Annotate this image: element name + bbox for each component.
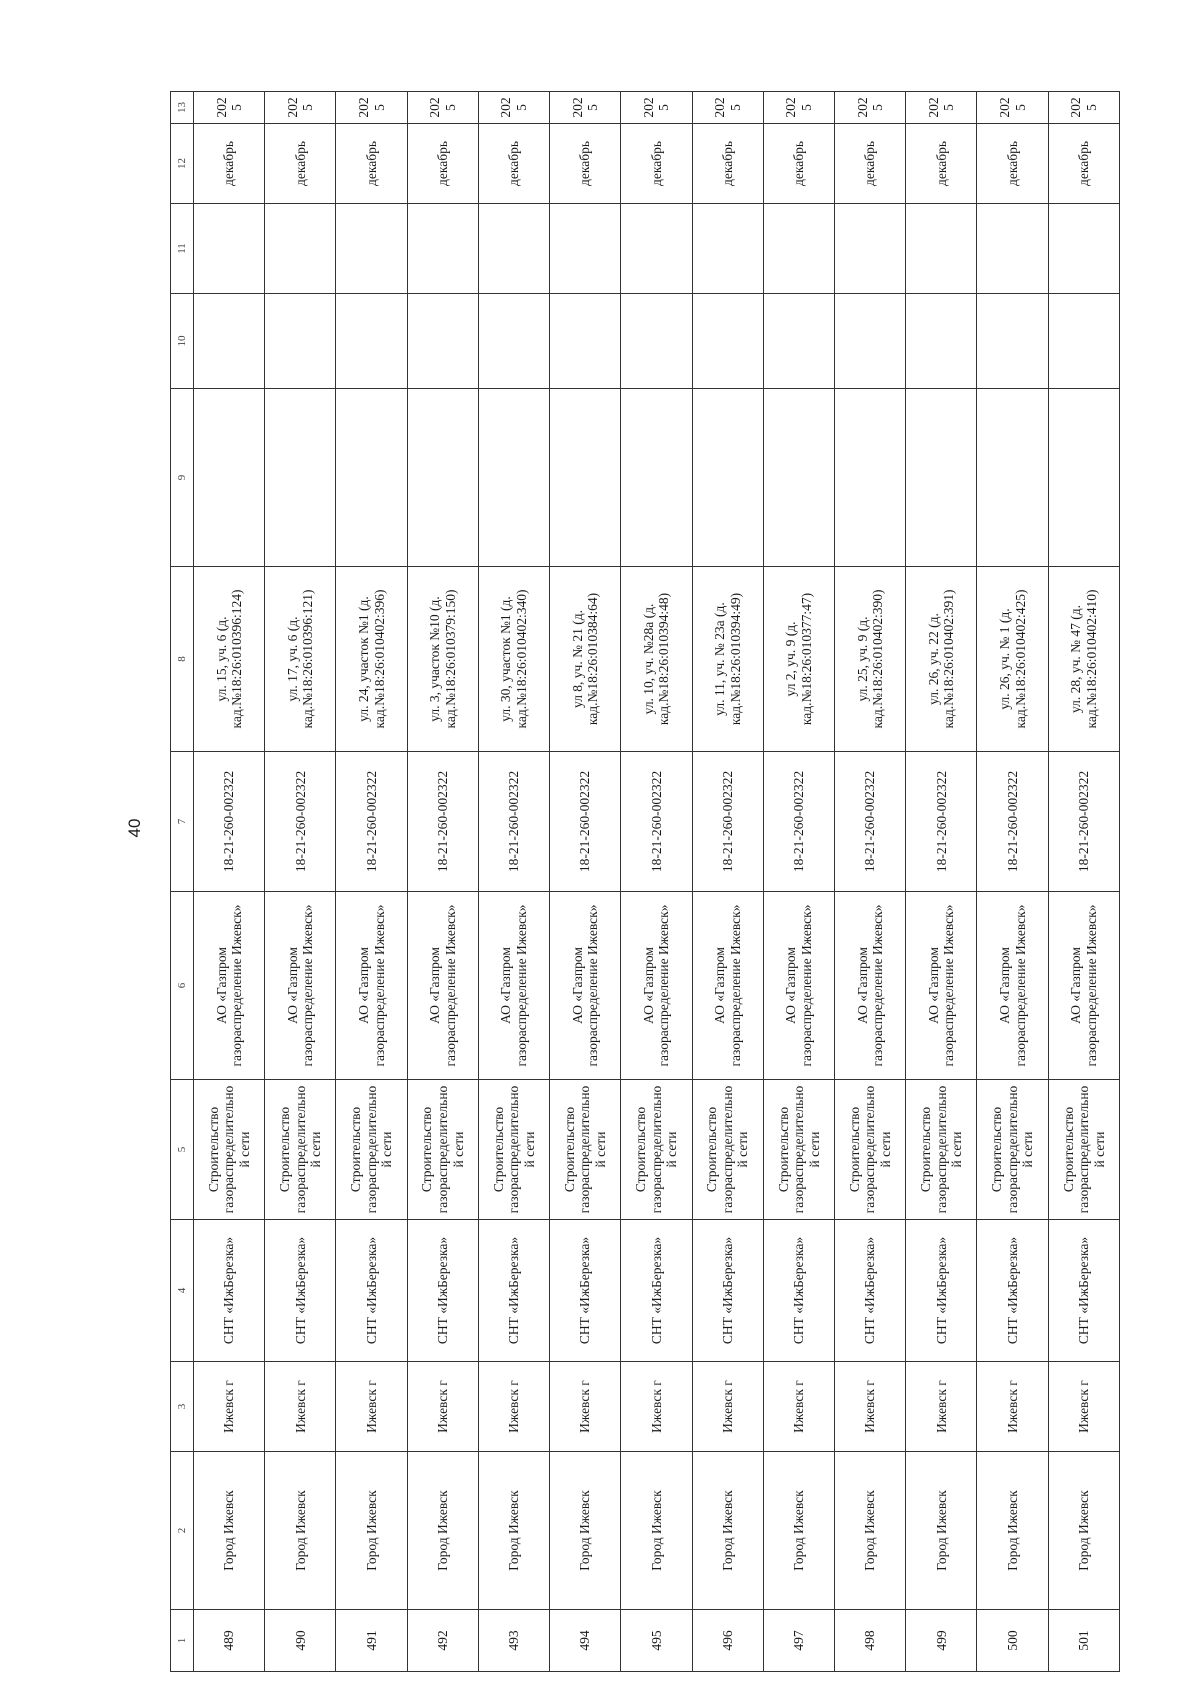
address-cell: ул. 10, уч. №28а (д. кад.№18:26:010394:48) [621,567,692,752]
municipality-cell: Город Ижевск [407,1452,478,1610]
municipality-cell: Город Ижевск [194,1452,265,1610]
month-cell: декабрь [763,124,834,204]
registration-number-cell: 18-21-260-002322 [1048,752,1119,892]
year-cell: 2025 [621,92,692,124]
municipality-cell: Город Ижевск [763,1452,834,1610]
empty-cell [692,294,763,389]
page-number: 40 [125,818,144,838]
empty-cell [478,389,549,567]
object-name-cell: СНТ «ИжБерезка» [336,1220,407,1362]
organization-cell: АО «Газпром газораспределение Ижевск» [621,892,692,1080]
object-name-cell: СНТ «ИжБерезка» [194,1220,265,1362]
column-number: 8 [171,567,194,752]
registration-number-cell: 18-21-260-002322 [336,752,407,892]
month-cell: декабрь [550,124,621,204]
empty-cell [336,389,407,567]
table-row [906,92,977,1672]
empty-cell [1048,294,1119,389]
table-row [265,92,336,1672]
month-cell: декабрь [478,124,549,204]
month-cell: декабрь [1048,124,1119,204]
work-type-cell: Строительство газораспределительной сети [194,1080,265,1220]
column-number: 12 [171,124,194,204]
empty-cell [692,204,763,294]
empty-cell [550,389,621,567]
empty-cell [763,389,834,567]
table-row [478,92,549,1672]
table-row [977,92,1048,1672]
work-type-cell: Строительство газораспределительной сети [478,1080,549,1220]
address-cell: ул. 25, уч. 9 (д. кад.№18:26:010402:390) [834,567,905,752]
year-cell: 2025 [478,92,549,124]
organization-cell: АО «Газпром газораспределение Ижевск» [834,892,905,1080]
column-number-row [171,92,194,1672]
empty-cell [763,204,834,294]
column-number: 4 [171,1220,194,1362]
locality-cell: Ижевск г [834,1362,905,1452]
row-number-cell: 490 [265,1610,336,1672]
empty-cell [621,294,692,389]
address-cell: ул 2, уч. 9 (д. кад.№18:26:010377:47) [763,567,834,752]
year-cell: 2025 [407,92,478,124]
row-number-cell: 498 [834,1610,905,1672]
year-cell: 2025 [265,92,336,124]
empty-cell [906,204,977,294]
table-row [407,92,478,1672]
empty-cell [834,204,905,294]
municipality-cell: Город Ижевск [692,1452,763,1610]
work-type-cell: Строительство газораспределительной сети [906,1080,977,1220]
work-type-cell: Строительство газораспределительной сети [265,1080,336,1220]
empty-cell [834,389,905,567]
row-number-cell: 489 [194,1610,265,1672]
empty-cell [336,294,407,389]
month-cell: декабрь [265,124,336,204]
row-number-cell: 499 [906,1610,977,1672]
empty-cell [478,294,549,389]
registration-number-cell: 18-21-260-002322 [906,752,977,892]
empty-cell [763,294,834,389]
municipality-cell: Город Ижевск [478,1452,549,1610]
month-cell: декабрь [336,124,407,204]
month-cell: декабрь [194,124,265,204]
empty-cell [407,294,478,389]
locality-cell: Ижевск г [550,1362,621,1452]
year-cell: 2025 [692,92,763,124]
registration-number-cell: 18-21-260-002322 [692,752,763,892]
work-type-cell: Строительство газораспределительной сети [763,1080,834,1220]
address-cell: ул. 11, уч. № 23а (д. кад.№18:26:010394:49) [692,567,763,752]
empty-cell [906,389,977,567]
empty-cell [336,204,407,294]
column-number: 5 [171,1080,194,1220]
empty-cell [621,204,692,294]
object-name-cell: СНТ «ИжБерезка» [834,1220,905,1362]
month-cell: декабрь [407,124,478,204]
organization-cell: АО «Газпром газораспределение Ижевск» [1048,892,1119,1080]
month-cell: декабрь [834,124,905,204]
registration-number-cell: 18-21-260-002322 [834,752,905,892]
organization-cell: АО «Газпром газораспределение Ижевск» [478,892,549,1080]
row-number-cell: 492 [407,1610,478,1672]
table-row [763,92,834,1672]
empty-cell [194,204,265,294]
address-cell: ул. 15, уч. 6 (д. кад.№18:26:010396:124) [194,567,265,752]
object-name-cell: СНТ «ИжБерезка» [906,1220,977,1362]
registration-number-cell: 18-21-260-002322 [407,752,478,892]
municipality-cell: Город Ижевск [906,1452,977,1610]
address-cell: ул. 28, уч. № 47 (д. кад.№18:26:010402:410) [1048,567,1119,752]
organization-cell: АО «Газпром газораспределение Ижевск» [407,892,478,1080]
empty-cell [194,389,265,567]
column-number: 9 [171,389,194,567]
address-cell: ул. 26, уч. № 1 (д. кад.№18:26:010402:425) [977,567,1048,752]
object-name-cell: СНТ «ИжБерезка» [621,1220,692,1362]
municipality-cell: Город Ижевск [977,1452,1048,1610]
table-row [336,92,407,1672]
column-number: 11 [171,204,194,294]
empty-cell [407,204,478,294]
year-cell: 2025 [977,92,1048,124]
work-type-cell: Строительство газораспределительной сети [407,1080,478,1220]
row-number-cell: 494 [550,1610,621,1672]
work-type-cell: Строительство газораспределительной сети [692,1080,763,1220]
row-number-cell: 493 [478,1610,549,1672]
municipality-cell: Город Ижевск [1048,1452,1119,1610]
object-name-cell: СНТ «ИжБерезка» [265,1220,336,1362]
column-number: 10 [171,294,194,389]
organization-cell: АО «Газпром газораспределение Ижевск» [977,892,1048,1080]
organization-cell: АО «Газпром газораспределение Ижевск» [906,892,977,1080]
locality-cell: Ижевск г [407,1362,478,1452]
registration-number-cell: 18-21-260-002322 [194,752,265,892]
empty-cell [265,294,336,389]
year-cell: 2025 [1048,92,1119,124]
work-type-cell: Строительство газораспределительной сети [336,1080,407,1220]
month-cell: декабрь [906,124,977,204]
table-row [621,92,692,1672]
address-cell: ул. 26, уч. 22 (д. кад.№18:26:010402:391) [906,567,977,752]
object-name-cell: СНТ «ИжБерезка» [692,1220,763,1362]
empty-cell [478,204,549,294]
municipality-cell: Город Ижевск [550,1452,621,1610]
locality-cell: Ижевск г [621,1362,692,1452]
table-row [1048,92,1119,1672]
work-type-cell: Строительство газораспределительной сети [621,1080,692,1220]
registration-number-cell: 18-21-260-002322 [621,752,692,892]
empty-cell [977,204,1048,294]
empty-cell [194,294,265,389]
locality-cell: Ижевск г [265,1362,336,1452]
row-number-cell: 496 [692,1610,763,1672]
empty-cell [550,294,621,389]
year-cell: 2025 [550,92,621,124]
object-name-cell: СНТ «ИжБерезка» [1048,1220,1119,1362]
object-name-cell: СНТ «ИжБерезка» [763,1220,834,1362]
address-cell: ул. 30, участок №1 (д. кад.№18:26:010402:340) [478,567,549,752]
empty-cell [977,294,1048,389]
empty-cell [834,294,905,389]
registration-number-cell: 18-21-260-002322 [763,752,834,892]
row-number-cell: 501 [1048,1610,1119,1672]
empty-cell [550,204,621,294]
work-type-cell: Строительство газораспределительной сети [977,1080,1048,1220]
month-cell: декабрь [621,124,692,204]
object-name-cell: СНТ «ИжБерезка» [977,1220,1048,1362]
registration-number-cell: 18-21-260-002322 [550,752,621,892]
object-name-cell: СНТ «ИжБерезка» [407,1220,478,1362]
empty-cell [621,389,692,567]
registration-number-cell: 18-21-260-002322 [478,752,549,892]
locality-cell: Ижевск г [763,1362,834,1452]
empty-cell [906,294,977,389]
table-row [692,92,763,1672]
row-number-cell: 491 [336,1610,407,1672]
organization-cell: АО «Газпром газораспределение Ижевск» [763,892,834,1080]
municipality-cell: Город Ижевск [336,1452,407,1610]
rotated-table-container [170,92,1120,1672]
address-cell: ул. 17, уч. 6 (д. кад.№18:26:010396:121) [265,567,336,752]
gasification-table [170,91,1120,1672]
year-cell: 2025 [834,92,905,124]
organization-cell: АО «Газпром газораспределение Ижевск» [194,892,265,1080]
month-cell: декабрь [692,124,763,204]
empty-cell [977,389,1048,567]
municipality-cell: Город Ижевск [621,1452,692,1610]
locality-cell: Ижевск г [194,1362,265,1452]
empty-cell [265,204,336,294]
municipality-cell: Город Ижевск [834,1452,905,1610]
table-row [550,92,621,1672]
year-cell: 2025 [906,92,977,124]
year-cell: 2025 [194,92,265,124]
organization-cell: АО «Газпром газораспределение Ижевск» [550,892,621,1080]
locality-cell: Ижевск г [478,1362,549,1452]
month-cell: декабрь [977,124,1048,204]
address-cell: ул. 24, участок №1 (д. кад.№18:26:010402:396) [336,567,407,752]
address-cell: ул 8, уч. № 21 (д. кад.№18:26:010384:64) [550,567,621,752]
organization-cell: АО «Газпром газораспределение Ижевск» [692,892,763,1080]
empty-cell [265,389,336,567]
column-number: 1 [171,1610,194,1672]
locality-cell: Ижевск г [336,1362,407,1452]
object-name-cell: СНТ «ИжБерезка» [478,1220,549,1362]
row-number-cell: 497 [763,1610,834,1672]
year-cell: 2025 [763,92,834,124]
table-row [834,92,905,1672]
organization-cell: АО «Газпром газораспределение Ижевск» [336,892,407,1080]
work-type-cell: Строительство газораспределительной сети [550,1080,621,1220]
empty-cell [1048,204,1119,294]
municipality-cell: Город Ижевск [265,1452,336,1610]
locality-cell: Ижевск г [906,1362,977,1452]
work-type-cell: Строительство газораспределительной сети [834,1080,905,1220]
locality-cell: Ижевск г [1048,1362,1119,1452]
organization-cell: АО «Газпром газораспределение Ижевск» [265,892,336,1080]
address-cell: ул. 3, участок №10 (д. кад.№18:26:010379:150) [407,567,478,752]
year-cell: 2025 [336,92,407,124]
column-number: 6 [171,892,194,1080]
column-number: 7 [171,752,194,892]
column-number: 13 [171,92,194,124]
empty-cell [1048,389,1119,567]
row-number-cell: 500 [977,1610,1048,1672]
column-number: 3 [171,1362,194,1452]
registration-number-cell: 18-21-260-002322 [265,752,336,892]
work-type-cell: Строительство газораспределительной сети [1048,1080,1119,1220]
registration-number-cell: 18-21-260-002322 [977,752,1048,892]
row-number-cell: 495 [621,1610,692,1672]
empty-cell [692,389,763,567]
empty-cell [407,389,478,567]
column-number: 2 [171,1452,194,1610]
locality-cell: Ижевск г [692,1362,763,1452]
table-row [194,92,265,1672]
locality-cell: Ижевск г [977,1362,1048,1452]
object-name-cell: СНТ «ИжБерезка» [550,1220,621,1362]
